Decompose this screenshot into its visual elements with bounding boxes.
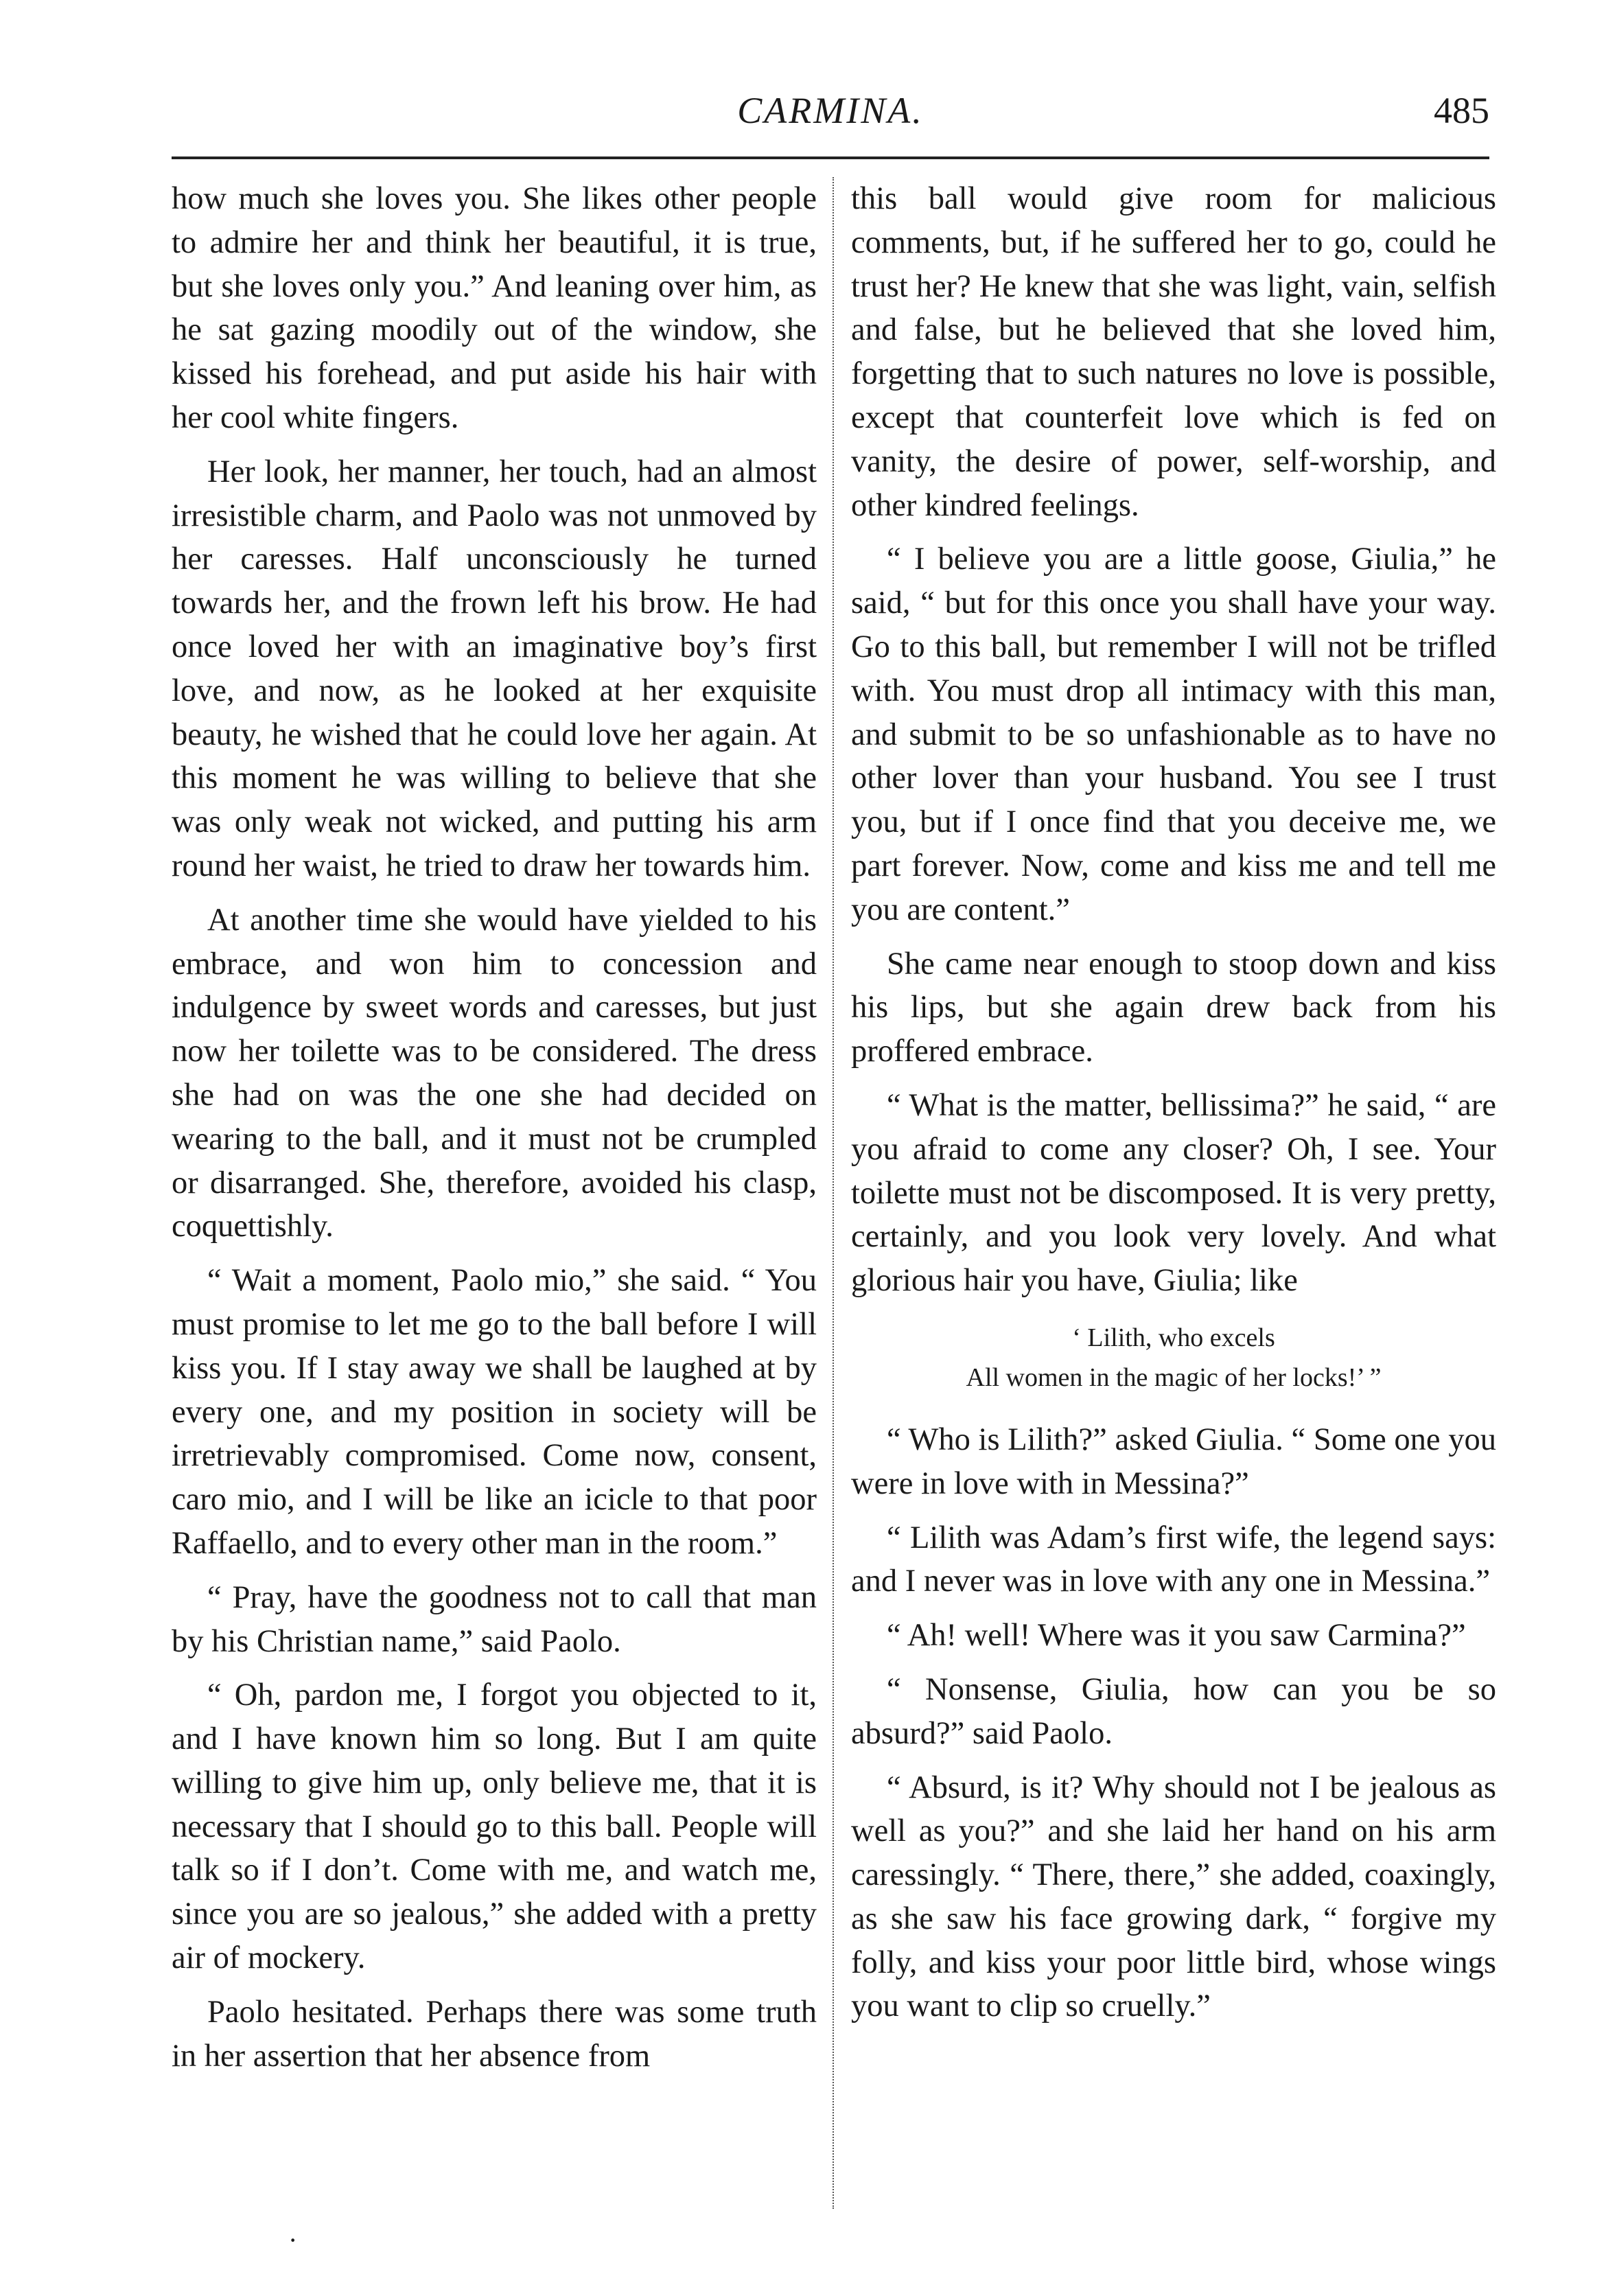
running-head [172, 89, 1489, 144]
page-number: 485 [1434, 90, 1489, 131]
paragraph: how much she loves you. She likes other people to admire her and think her beautiful, it is true, but she loves only you.” And leaning over him, as he sat gazing moodily out of the window, she kissed his forehead, and put aside his hair with her cool white fingers. [172, 181, 817, 435]
paragraph: “ Pray, have the goodness not to call that man by his Christian name,” said Paolo. [172, 1579, 817, 1659]
header-rule [172, 156, 1489, 159]
left-column [172, 177, 817, 2209]
running-title: CARMINA. [737, 90, 924, 131]
paragraph: “ Nonsense, Giulia, how can you be so absurd?” said Paolo. [851, 1671, 1496, 1751]
paragraph: At another time she would have yielded to his embrace, and won him to concession and indulgence by sweet words and caresses, but just now her toilette was to be considered. The dress she had on was the one she had decided on wearing to the ball, and it must not be crumpled or disarranged. She, therefore, avoided his clasp, coquettishly. [172, 902, 817, 1244]
verse-line: ‘ Lilith, who excels [1072, 1323, 1275, 1352]
paragraph: She came near enough to stoop down and kiss his lips, but she again drew back from his proffered embrace. [851, 946, 1496, 1069]
right-column [851, 177, 1496, 2209]
paragraph: “ What is the matter, bellissima?” he said, “ are you afraid to come any closer? Oh, I see. Your toilette must not be discomposed. It is very pretty, certainly, and you look very lovely. And what glorious hair you have, Giulia; like [851, 1087, 1496, 1299]
paragraph: “ Absurd, is it? Why should not I be jealous as well as you?” and she laid her hand on his arm caressingly. “ There, there,” she added, coaxingly, as she saw his face growing dark, “ forgive my folly, and kiss your poor little bird, whose wings you want to clip so cruelly.” [851, 1770, 1496, 2024]
paragraph: “ Lilith was Adam’s first wife, the legend says: and I never was in love with any one in Messina.” [851, 1520, 1496, 1599]
column-divider [833, 177, 834, 2209]
paragraph: “ Oh, pardon me, I forgot you objected to it, and I have known him so long. But I am quite willing to give him up, only believe me, that it is necessary that I should go to this ball. People will talk so if I don’t. Come with me, and watch me, since you are so jealous,” she added with a pretty air of mockery. [172, 1678, 817, 1976]
paragraph: “ I believe you are a little goose, Giulia,” he said, “ but for this once you shall have your way. Go to this ball, but remember I will not be trifled with. You must drop all intimacy with this man, and submit to be so unfashionable as to have no other lover than your husband. You see I trust you, but if I once find that you deceive me, we part forever. Now, come and kiss me and tell me you are content.” [851, 542, 1496, 927]
paragraph: this ball would give room for malicious comments, but, if he suffered her to go, could he trust her? He knew that she was light, vain, selfish and false, but he believed that she loved him, forgetting that to such natures no love is possible, except that counterfeit love which is fed on vanity, the desire of power, self-worship, and other kindred feelings. [851, 181, 1496, 523]
paragraph: Paolo hesitated. Perhaps there was some truth in her assertion that her absence from [172, 1994, 817, 2074]
print-mark: · [288, 2225, 298, 2256]
paragraph: Her look, her manner, her touch, had an almost irresistible charm, and Paolo was not unmoved by her caresses. Half unconsciously he turned towards her, and the frown left his brow. He had once loved her with an imaginative boy’s first love, and now, as he looked at her exquisite beauty, he wished that he could love her again. At this moment he was willing to believe that she was only weak not wicked, and putting his arm round her waist, he tried to draw her towards him. [172, 454, 817, 883]
verse-line: All women in the magic of her locks!’ ” [966, 1362, 1382, 1392]
verse-quotation [851, 1318, 1496, 1398]
paragraph: “ Who is Lilith?” asked Giulia. “ Some one you were in love with in Messina?” [851, 1422, 1496, 1501]
paragraph: “ Wait a moment, Paolo mio,” she said. “ You must promise to let me go to the ball before I will kiss you. If I stay away we shall be laughed at by every one, and my position in society will be irretrievably compromised. Come now, consent, caro mio, and I will be like an icicle to that poor Raffaello, and to every other man in the room.” [172, 1263, 817, 1561]
paragraph: “ Ah! well! Where was it you saw Carmina?” [887, 1618, 1466, 1654]
